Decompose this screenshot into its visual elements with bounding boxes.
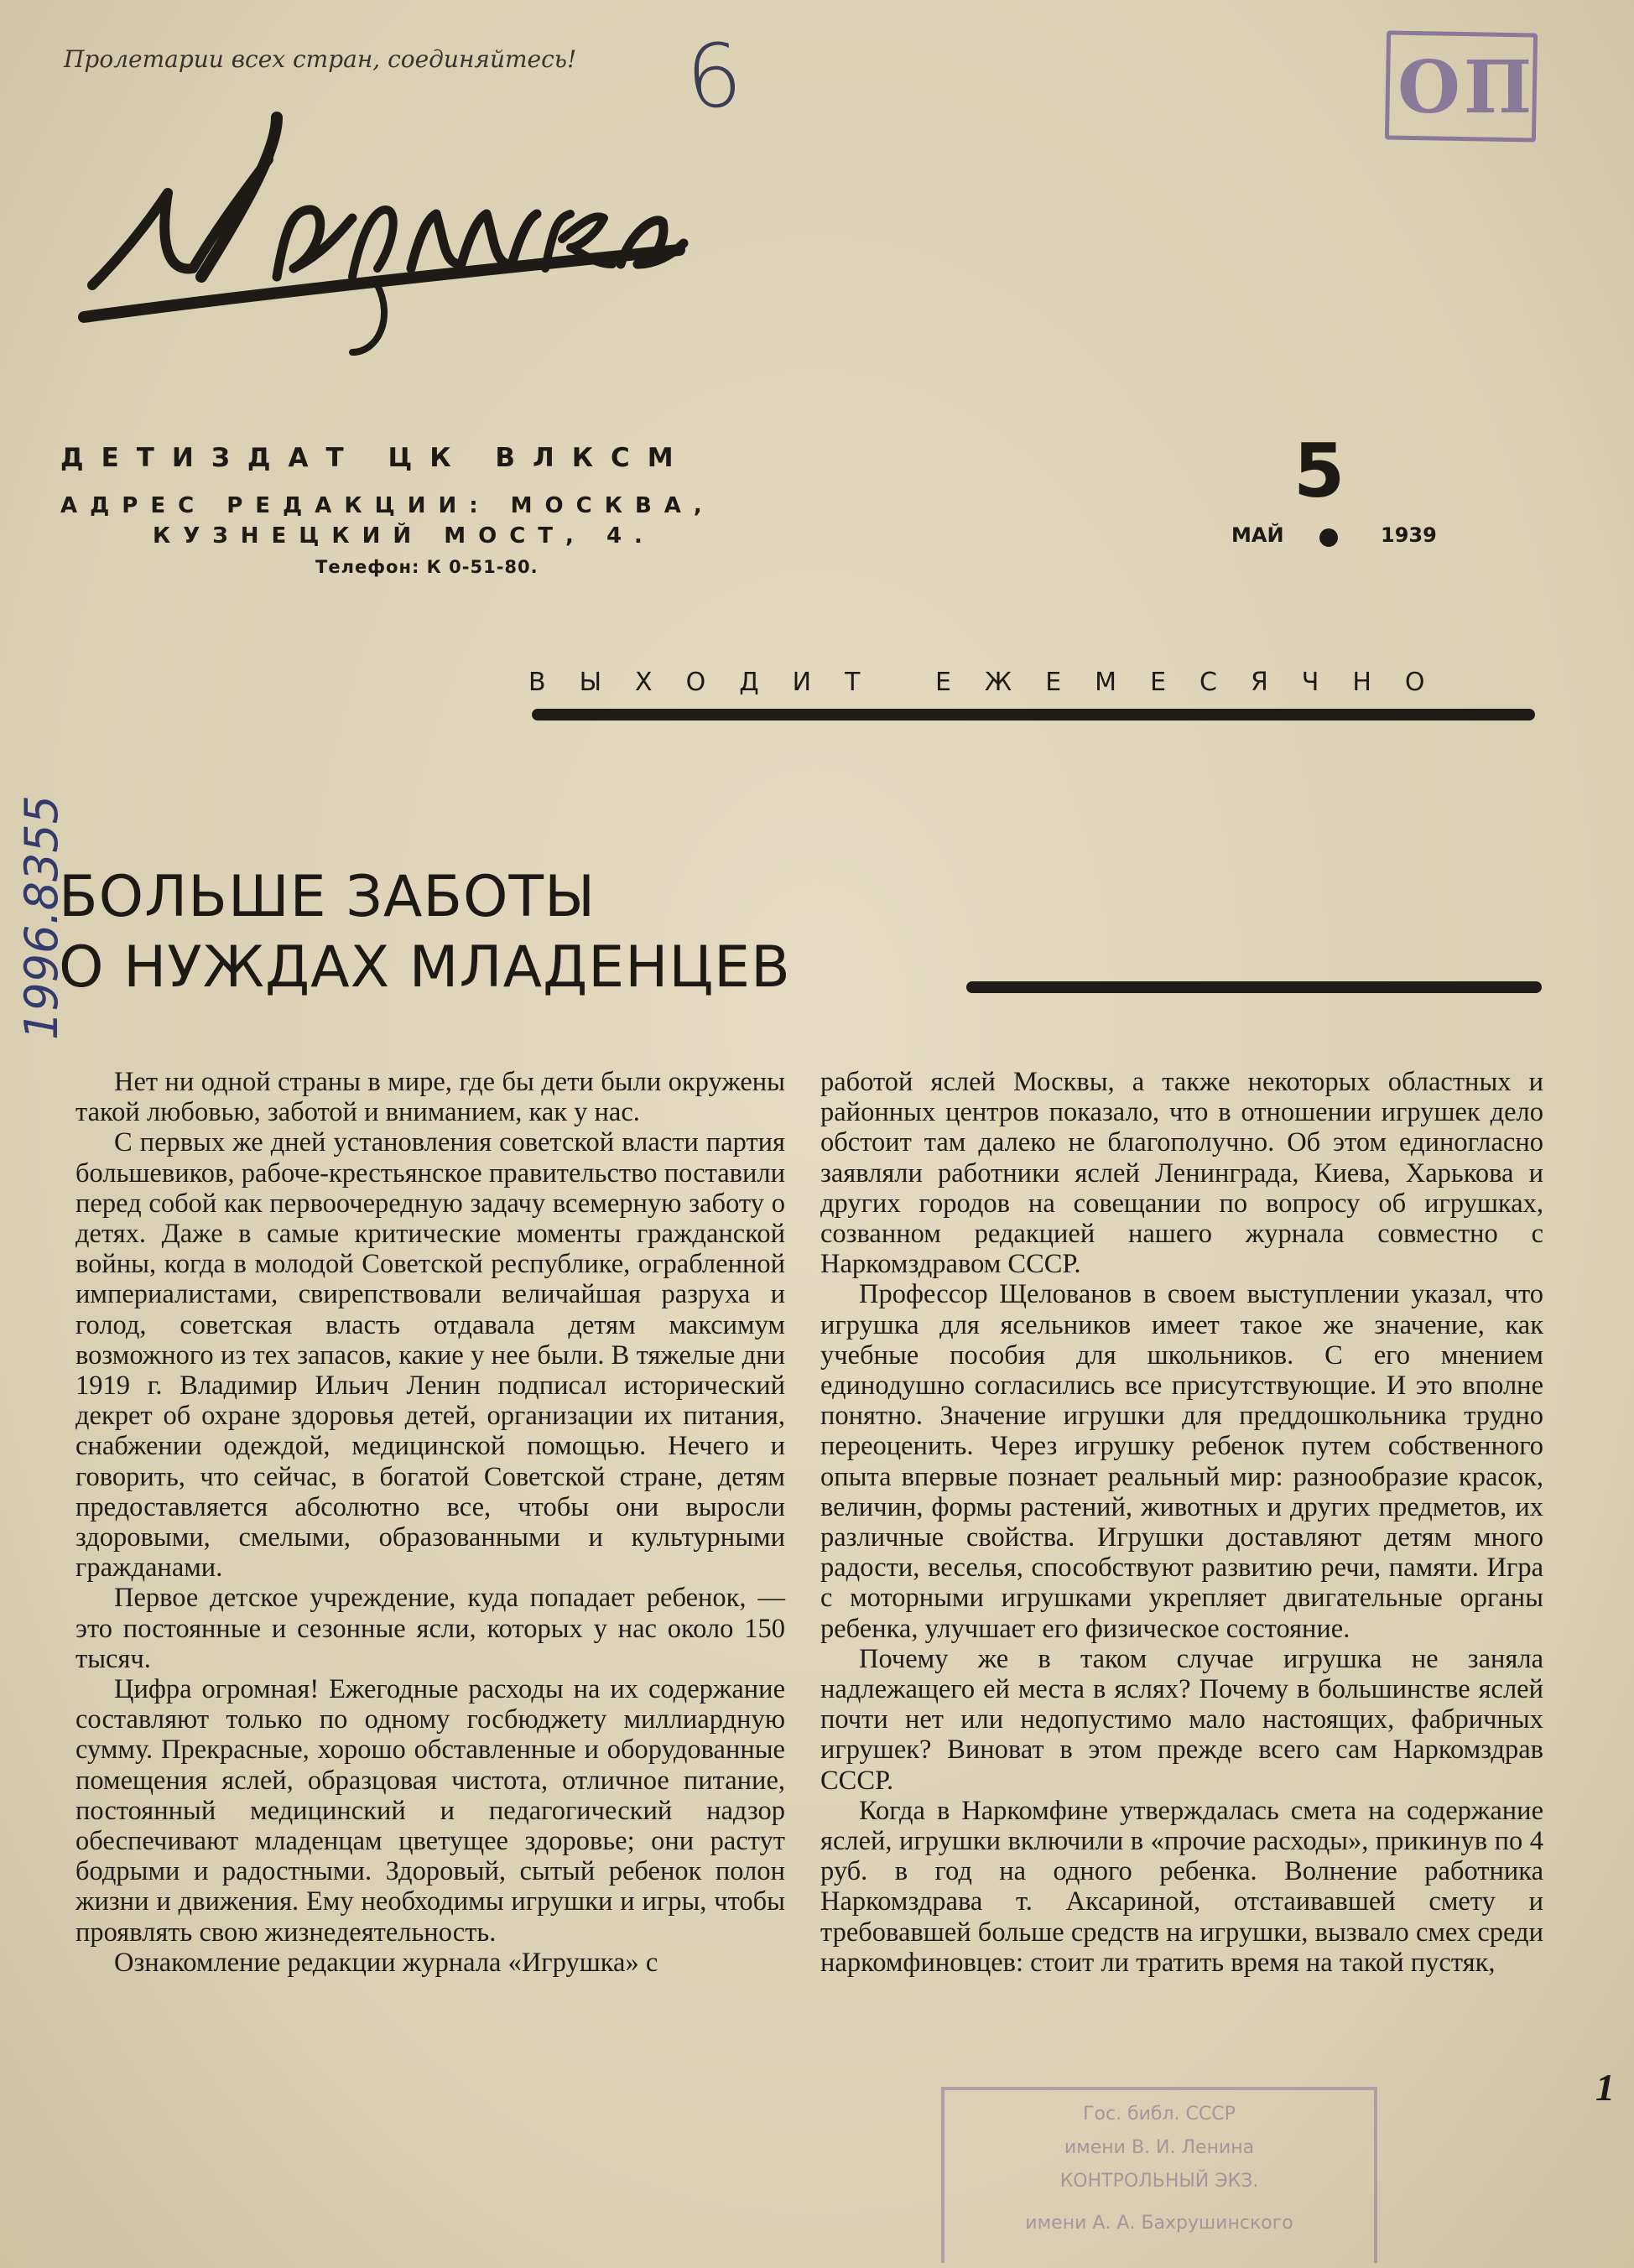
op-stamp-text: ОП bbox=[1397, 45, 1536, 130]
address-line-1: АДРЕС РЕДАКЦИИ: МОСКВА, bbox=[60, 493, 715, 518]
title-rule-bar bbox=[966, 981, 1542, 993]
rule-bar bbox=[532, 709, 1535, 720]
paragraph: Первое детское учреждение, куда попадает ребенок, — это постоянные и сезонные ясли, которых у нас около 150 тысяч. bbox=[75, 1583, 785, 1674]
library-stamp-line: имени А. А. Бахрушинского bbox=[1025, 2213, 1293, 2234]
article-title-line-2: О НУЖДАХ МЛАДЕНЦЕВ bbox=[59, 934, 791, 1001]
magazine-logo bbox=[75, 101, 696, 386]
library-stamp bbox=[941, 2087, 1377, 2263]
paragraph: работой яслей Москвы, а также некоторых областных и районных центров показало, что в отношении игрушек дело обстоит там далеко не благополучно. Об этом единогласно заявляли работники яслей Ленинграда, Киева, Харькова и других городов на совещании по вопросу об игрушках, созванном редакцией нашего журнала совместно с Наркомздравом СССР. bbox=[820, 1067, 1543, 1280]
paragraph: Ознакомление редакции журнала «Игрушка» с bbox=[114, 1947, 658, 1978]
library-stamp-line: КОНТРОЛЬНЫЙ ЭКЗ. bbox=[1059, 2171, 1259, 2192]
article-column-left bbox=[75, 1067, 785, 1978]
library-stamp-line: имени В. И. Ленина bbox=[1064, 2137, 1255, 2158]
frequency-note: ВЫХОДИТ ЕЖЕМЕСЯЧНО bbox=[528, 668, 1459, 697]
bullet-dot-icon bbox=[1319, 528, 1338, 547]
library-stamp-line: Гос. библ. СССР bbox=[1083, 2104, 1236, 2125]
paragraph: Цифра огромная! Ежегодные расходы на их содержание составляют только по одному госбюджету миллиардную сумму. Прекрасные, хорошо обставленные и оборудованные помещения яслей, образцовая чистота, отличное питание, постоянный медицинский и педагогический надзор обеспечивают младенцам цветущее здоровье; они растут бодрыми и радостными. Здоровый, сытый ребенок полон жизни и движения. Ему необходимы игрушки и игры, чтобы проявлять свою жизнедеятельность. bbox=[75, 1674, 785, 1948]
article-title-line-1: БОЛЬШЕ ЗАБОТЫ bbox=[59, 864, 596, 930]
handwritten-number: 6 bbox=[682, 23, 746, 130]
publisher: ДЕТИЗДАТ ЦК ВЛКСМ bbox=[60, 443, 691, 473]
issue-year: 1939 bbox=[1381, 523, 1437, 547]
op-stamp bbox=[1386, 32, 1537, 141]
paragraph: С первых же дней установления советской власти партия большевиков, рабоче-крестьянское правительство поставили перед собой как первоочередную задачу всемерную заботу о детях. Даже в самые критические моменты гражданской войны, когда в молодой Советской республике, ограбленной империалистами, свирепствовали величайшая разруха и голод, советская власть отдавала детям максимум возможного из тех запасов, какие у нее были. В тяжелые дни 1919 г. Владимир Ильич Ленин подписал исторический декрет об охране здоровья детей, организации их питания, снабжении одеждой, медицинской помощью. Нечего и говорить, что сейчас, в богатой Советской стране, детям предоставляется абсолютно все, чтобы они выросли здоровыми, смелыми, образованными и культурными гражданами. bbox=[75, 1127, 785, 1584]
paragraph: Почему же в таком случае игрушка не заняла надлежащего ей места в яслях? Почему в большинстве яслей почти нет или недопустимо мало настоящих, фабричных игрушек? Виноват в этом прежде всего сам Наркомздрав СССР. bbox=[820, 1643, 1543, 1796]
motto: Пролетарии всех стран, соединяйтесь! bbox=[64, 45, 577, 73]
paragraph: Когда в Наркомфине утверждалась смета на содержание яслей, игрушки включили в «прочие расходы», прикинув по 4 руб. в год на одного ребенка. Волнение работника Наркомздрава т. Аксариной, отстаивавшей смету и требовавшей больше средств на игрушки, вызвало смех среди наркомфиновцев: стоит ли тратить время на такой пустяк, bbox=[820, 1795, 1543, 1978]
issue-month: МАЙ bbox=[1231, 523, 1284, 547]
accession-number: 1996.8355 bbox=[15, 794, 68, 1040]
page-number: 1 bbox=[1595, 2066, 1615, 2109]
issue-number: 5 bbox=[1293, 428, 1345, 514]
address-line-2: КУЗНЕЦКИЙ МОСТ, 4. bbox=[153, 523, 655, 549]
paragraph: Нет ни одной страны в мире, где бы дети были окружены такой любовью, заботой и вниманием, как у нас. bbox=[75, 1067, 785, 1128]
article-column-right bbox=[820, 1067, 1543, 1978]
paragraph: Профессор Щелованов в своем выступлении указал, что игрушка для ясельников имеет такое же значение, как учебные пособия для школьников. С его мнением единодушно согласились все присутствующие. И это вполне понятно. Значение игрушки для преддошкольника трудно переоценить. Через игрушку ребенок путем собственного опыта впервые познает реальный мир: разнообразие красок, величин, формы растений, животных и других предметов, их различные свойства. Игрушки доставляют детям много радости, веселья, способствуют развитию речи, памяти. Игра с моторными игрушками укрепляет двигательные органы ребенка, улучшает его физическое состояние. bbox=[820, 1279, 1543, 1644]
phone: Телефон: К 0-51-80. bbox=[315, 557, 539, 577]
